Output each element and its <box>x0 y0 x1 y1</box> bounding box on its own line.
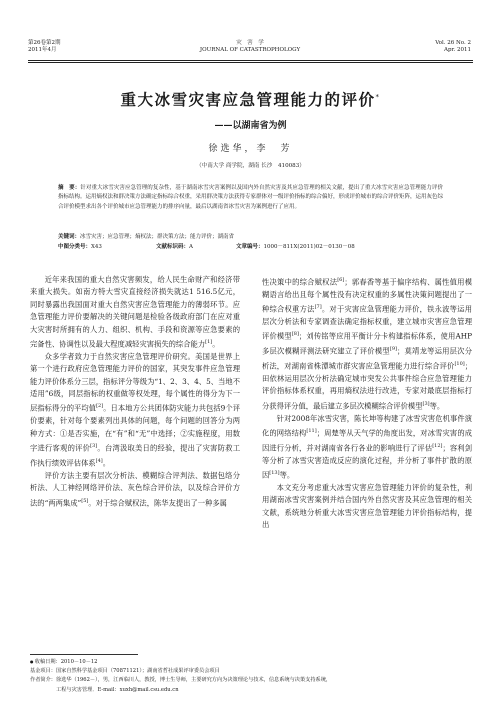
body-column-left <box>30 274 240 509</box>
paragraph: 众多学者致力于自然灾害应急管理评价研究。美国是世界上第一个进行政府应急管理能力评价的国家，其突发事件应急管理能力评价体系分三层，指标评分等级为“1、2、3、4、5、当地不适用”6级，同层指标的权重做等权处理，每个属性的得分为下一层指标得分的平均值[2]。日本地方公共团体防灾能力共包括9个评价要素，针对每个要素列出具体的问题，每个问题的回答分为两种方式：①是否实施，在“有”和“无”中选择；②实施程度，用数字进行客观的评价[3]。台湾汲取美日的经验，提出了灾害防救工作执行绩效评估体系[4]。 <box>30 351 241 468</box>
author-bio-cont: 工程与灾害管理．E-mail：xuxh@mail.csu.edu.cn <box>56 686 179 693</box>
footnote-bullet: ● <box>30 659 35 664</box>
classification-line <box>58 243 443 251</box>
citation-marker: [5] <box>81 497 89 504</box>
header-left <box>28 40 61 54</box>
abstract-label: 摘 要： <box>58 185 81 191</box>
title-footnote-mark: * <box>375 92 381 101</box>
doc-code: A <box>189 244 193 250</box>
affiliation: （中南大学 商学院，湖南 长沙 410083） <box>196 163 305 169</box>
volume-issue-en: Vol. 26 No. 2 <box>435 40 471 46</box>
citation-marker: [12] <box>432 442 443 449</box>
paper-title <box>0 88 501 110</box>
date-en: Apr. 2011 <box>443 47 471 53</box>
citation-marker: [6] <box>337 277 345 283</box>
date-cn: 2011年4月 <box>28 47 57 53</box>
journal-name-cn: 灾 害 学 <box>236 40 264 46</box>
header-right <box>435 40 471 54</box>
volume-issue-cn: 第26卷第2期 <box>28 40 61 46</box>
article-number-label: 文章编号： <box>236 244 264 250</box>
citation-marker: [2] <box>96 403 104 410</box>
paragraph: 性决策中的综合赋权法[6]；郭春香等基于偏序结构、属性值用模糊语言给出且每个属性没有决定权重的多属性决策问题提出了一种综合权重方法[7]。对于灾害应急管理能力评价，铁永波等运用层次分析法和专家调查法确定指标权重，建立城市灾害应急管理评价模型[8]；刘传铭等应用平衡计分卡构建指标体系，使用AHP多层次模糊评测法研究建立了评价模型[9]；莫靖龙等运用层次分析法，对湖南省株潭城市群灾害应急管理能力进行综合评价[10]；田依林运用层次分析法确定城市突发公共事件综合应急管理能力评价指标体系权重，再用熵权法进行改进，专家对最底层指标打分获得评分值，最后建立多层次模糊综合评价模型[3]等。 <box>262 277 473 411</box>
fund-info: 基金项目：国家自然科学基金项目（70871121）；湖南省哲社成果评审委员会项目 <box>30 668 220 675</box>
citation-marker: [13] <box>269 470 280 477</box>
clc-code: X43 <box>91 244 102 250</box>
authors: 徐选华，李 芳 <box>208 144 293 154</box>
author-bio: 作者简介：徐选华（1962－），男，江西临川人，教授，博士生导师，主要研究方向为决策理论与技术，信息系统与决策支持系统， <box>30 677 332 684</box>
body-column-right <box>262 274 472 532</box>
keywords-label: 关键词： <box>58 234 81 240</box>
citation-marker: [3] <box>422 400 430 407</box>
journal-name-en: JOURNAL OF CATASTROPHOLOGY <box>199 47 301 53</box>
received-date <box>30 657 475 667</box>
citation-marker: [10] <box>454 361 465 368</box>
received-date-text: 收稿日期：2010－10－12 <box>34 659 98 665</box>
header-rule-thin <box>28 62 473 63</box>
abstract-text: 针对重大冰雪灾害应急管理的复杂性，基于湖南冰雪灾害案例以及国内外自然灾害及其应急管理的相关文献，提出了重大冰雪灾害应急管理能力评价指标结构。运用熵权法和群决策方法确定指标综合权重，采用群决策方法获得专家群体对一级评价指标的综合偏好，形成评价城市的综合评价矩阵，运用灰色综合评价模型求出各个评价城市应急管理能力的排序向量，最后以湖南省冰雪灾害为案例进行了应用。 <box>58 185 444 210</box>
article-number: 1000－811X(2011)02－0130－08 <box>263 244 355 250</box>
citation-marker: [1] <box>205 339 213 346</box>
paragraph: 本文充分考虑重大冰雪灾害应急管理能力评价的复杂性，利用湖南冰雪灾害案例并结合国内外自然灾害及其应急管理的相关文献，系统地分析重大冰雪灾害应急管理能力评价指标结构，提出 <box>262 482 472 530</box>
citation-marker: [3] <box>90 443 98 450</box>
clc-label: 中图分类号： <box>58 244 92 250</box>
header-rule <box>28 60 473 61</box>
keywords <box>58 233 443 241</box>
footnote-rule <box>30 654 138 655</box>
footnote <box>30 657 475 695</box>
header-center <box>150 40 350 54</box>
keywords-text: 冰雪灾害；应急管理；熵权法；群决策方法；能力评价；湖南省 <box>80 234 235 240</box>
paper-subtitle: ——以湖南省为例 <box>214 121 287 131</box>
paragraph: 近年来我国的重大自然灾害频发，给人民生命财产和经济带来重大损失。如南方特大雪灾直接经济损失就达1 516.5亿元，同时暴露出我国面对重大自然灾害应急管理能力的薄弱环节。应急管理能力评价要解决的关键问题是检验各级政府部门在应对重大灾害时所拥有的人力、组织、机构、手段和资源等应急要素的完备性、协调性以及最大程度减轻灾害损失的综合能力[1]。 <box>30 275 240 349</box>
paragraph: 评价方法主要有层次分析法、模糊综合评判法、数据包络分析法、人工神经网络评价法、灰色综合评价法，以及综合评价方法的“两两集成”[5]。对于综合赋权法，陈华友提出了一种多属 <box>30 470 240 508</box>
citation-marker: [8] <box>291 331 299 338</box>
citation-marker: [7] <box>314 304 322 311</box>
paragraph: 针对2008年冰雪灾害，陈长坤等构建了冰雪灾害危机事件演化的网络结构[11]；周楚等从天气学的角度出发，对冰雪灾害的成因进行分析，并对湖南省各行各业的影响进行了评估[12]；容利剑等分析了冰雪灾害造成反应的演化过程，并分析了事件扩散的原因[13]等。 <box>262 413 473 480</box>
title-text: 重大冰雪灾害应急管理能力的评价 <box>120 91 376 109</box>
citation-marker: [9] <box>389 346 397 353</box>
abstract <box>58 184 443 212</box>
doc-code-label: 文献标识码： <box>156 244 190 250</box>
citation-marker: [4] <box>95 457 103 464</box>
citation-marker: [11] <box>306 428 317 434</box>
